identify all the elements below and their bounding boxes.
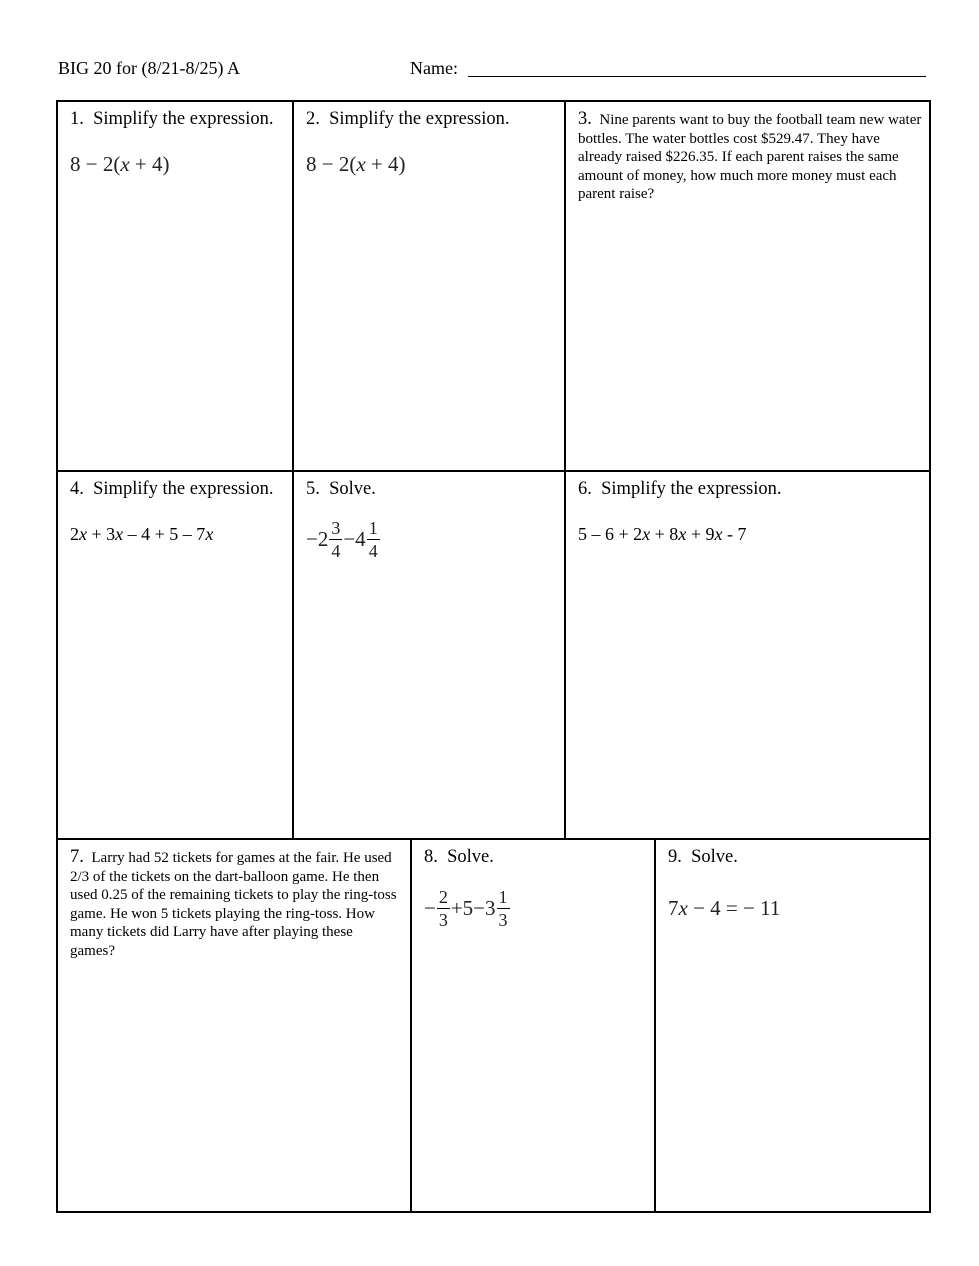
fraction-one-quarter: $\frac{1}{4}$ [368, 518, 378, 561]
question-2-expression: 8 − 2(x + 4) [306, 152, 406, 176]
question-8-expression: − $\frac{2}{3}$ +5−3 $\frac{1}{3}$ [424, 887, 508, 930]
question-1-prompt: 1. Simplify the expression. [70, 109, 274, 129]
question-6-prompt: 6. Simplify the expression. [578, 479, 782, 499]
worksheet-title: BIG 20 for (8/21-8/25) A [58, 58, 240, 78]
question-4-box [56, 470, 294, 840]
question-2-box [292, 100, 566, 472]
question-8-box [410, 838, 656, 1213]
question-3-box [564, 100, 931, 472]
question-9-box [654, 838, 931, 1213]
question-5-prompt: 5. Solve. [306, 479, 376, 499]
fraction-one-third: $\frac{1}{3}$ [498, 887, 508, 930]
fraction-two-thirds: $\frac{2}{3}$ [438, 887, 448, 930]
question-8-prompt: 8. Solve. [424, 847, 494, 867]
question-7-box [56, 838, 412, 1213]
question-5-box [292, 470, 566, 840]
name-input-line[interactable] [468, 76, 926, 77]
question-4-expression: 2x + 3x – 4 + 5 – 7x [70, 524, 214, 544]
question-1-box [56, 100, 294, 472]
question-2-prompt: 2. Simplify the expression. [306, 109, 510, 129]
question-5-expression: −2 $\frac{3}{4}$ −4 $\frac{1}{4}$ [306, 518, 378, 561]
question-6-expression: 5 – 6 + 2x + 8x + 9x - 7 [578, 524, 747, 544]
name-label: Name: [410, 58, 458, 78]
question-3-text: 3. Nine parents want to buy the football team new water bottles. The water bottles cost $529.47. They have already raised $226.35. If each parent raises the same amount of money, how much more money must each parent raise? [578, 109, 922, 202]
question-1-expression: 8 − 2(x + 4) [70, 152, 170, 176]
fraction-three-quarters: $\frac{3}{4}$ [331, 518, 341, 561]
question-4-prompt: 4. Simplify the expression. [70, 479, 274, 499]
question-9-prompt: 9. Solve. [668, 847, 738, 867]
question-9-expression: 7x − 4 = − 11 [668, 896, 781, 920]
question-7-text: 7. Larry had 52 tickets for games at the fair. He used 2/3 of the tickets on the dart-balloon game. He then used 0.25 of the remaining tickets to play the ring-toss game. He won 5 tickets playing the ring-toss. How many tickets did Larry have after playing these games? [70, 847, 397, 959]
question-6-box [564, 470, 931, 840]
